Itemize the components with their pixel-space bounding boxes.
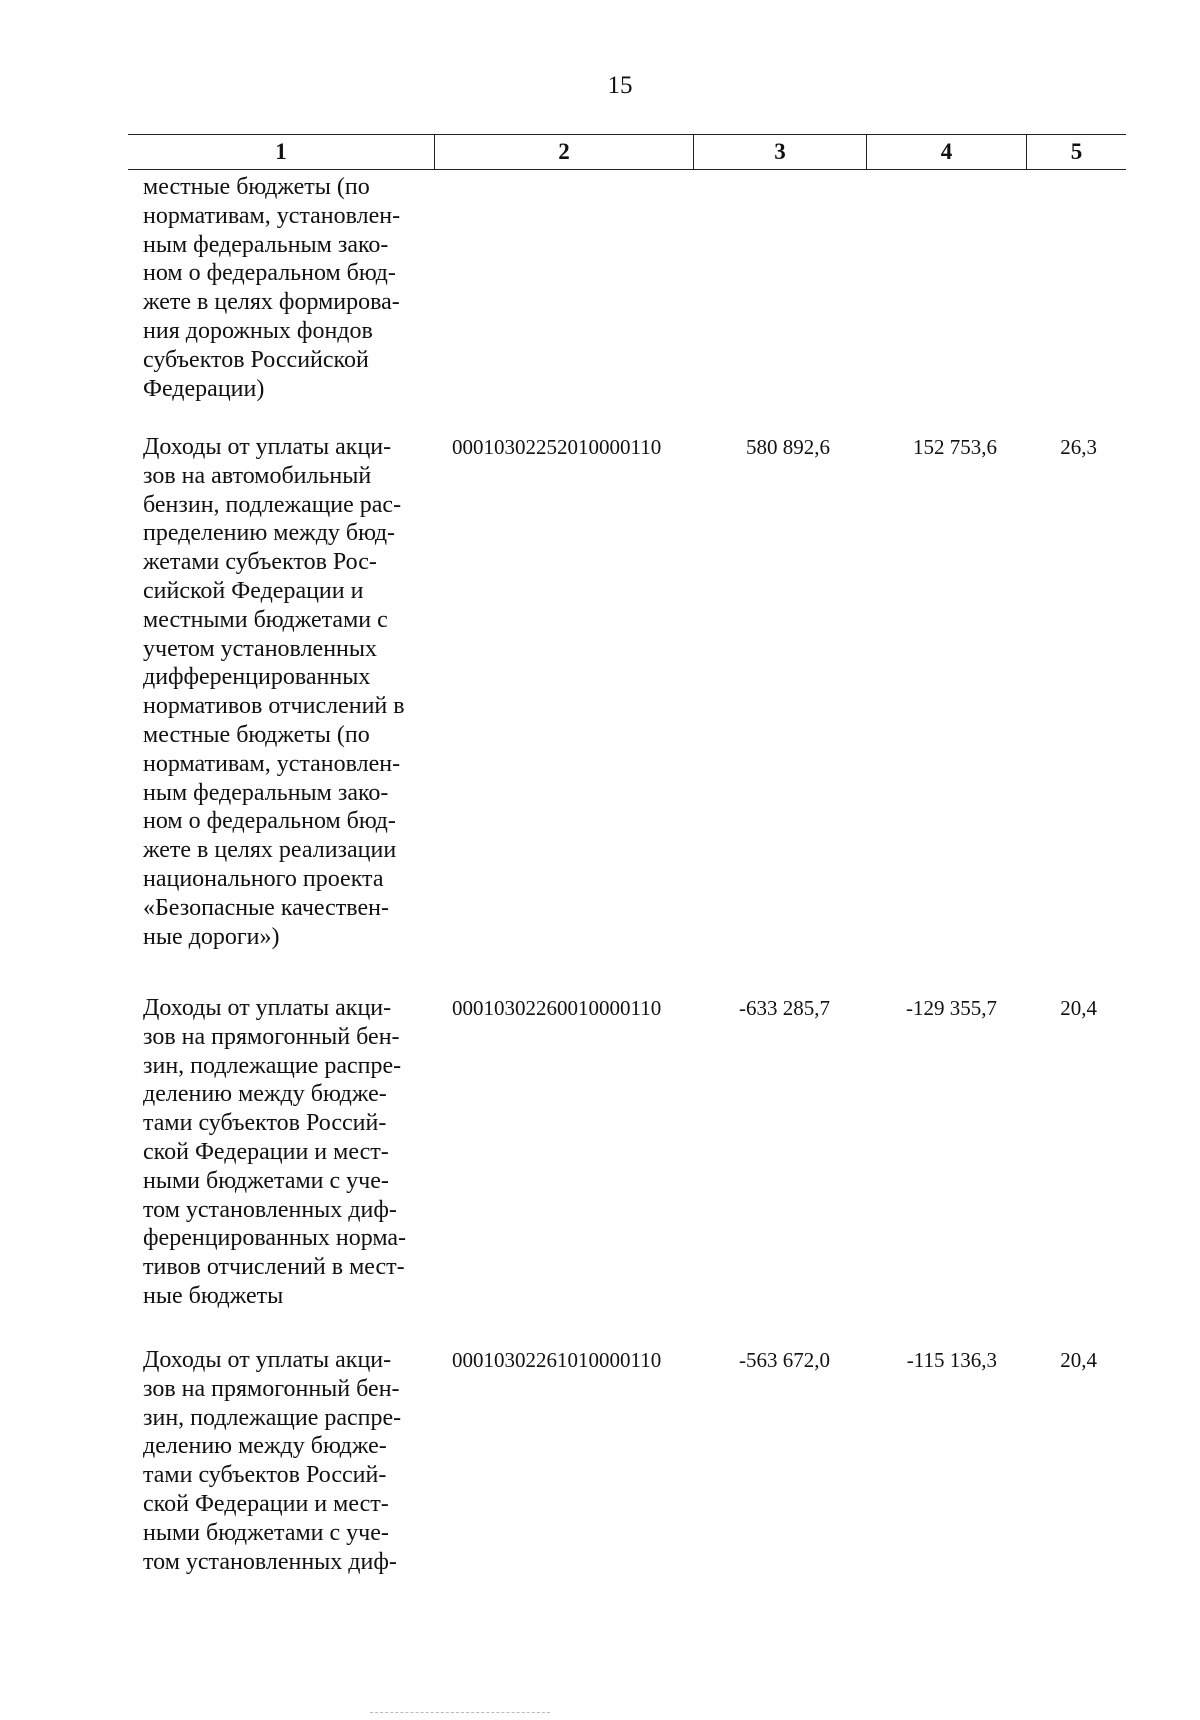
column-header-4: 4 <box>866 135 1026 169</box>
row-code: 00010302260010000110 <box>452 996 662 1020</box>
row-description: местные бюджеты (по нормативам, установлен- ным федеральным зако- ном о федеральном бюд- жете в целях формирова- ния дорожных фондов субъектов Российской Федерации) <box>143 174 401 402</box>
column-header-2: 2 <box>434 135 693 169</box>
row-value-col5: 26,3 <box>1060 435 1097 459</box>
row-value-col4: -129 355,7 <box>906 996 997 1020</box>
row-value-col3: -633 285,7 <box>739 996 830 1020</box>
table-header <box>128 134 1126 170</box>
row-value-col3: -563 672,0 <box>739 1348 830 1372</box>
scan-artifact-line <box>370 1712 550 1713</box>
row-code: 00010302252010000110 <box>452 435 662 459</box>
row-description: Доходы от уплаты акци- зов на прямогонный бен- зин, подлежащие распре- делению между бюдже- тами субъектов Россий- ской Федерации и мест- ными бюджетами с уче- том установленных диф- ференцированных норма- тивов отчислений в мест- ные бюджеты <box>143 995 407 1309</box>
row-value-col4: 152 753,6 <box>913 435 997 459</box>
column-header-3: 3 <box>693 135 866 169</box>
row-description: Доходы от уплаты акци- зов на автомобильный бензин, подлежащие рас- пределению между бюд- жетами субъектов Рос- сийской Федерации и местными бюджетами с учетом установленных дифференцированных нормативов отчислений в местные бюджеты (по нормативам, установлен- ным федеральным зако- ном о федеральном бюд- жете в целях реализации национального проекта «Безопасные качествен- ные дороги») <box>143 434 405 950</box>
page-number: 15 <box>607 72 633 99</box>
row-value-col5: 20,4 <box>1060 996 1097 1020</box>
row-description: Доходы от уплаты акци- зов на прямогонный бен- зин, подлежащие распре- делению между бюдже- тами субъектов Россий- ской Федерации и мест- ными бюджетами с уче- том установленных диф- <box>143 1347 402 1575</box>
row-value-col5: 20,4 <box>1060 1348 1097 1372</box>
row-value-col3: 580 892,6 <box>746 435 830 459</box>
column-header-5: 5 <box>1026 135 1126 169</box>
row-value-col4: -115 136,3 <box>906 1348 997 1372</box>
column-header-1: 1 <box>275 139 287 164</box>
row-code: 00010302261010000110 <box>452 1348 662 1372</box>
